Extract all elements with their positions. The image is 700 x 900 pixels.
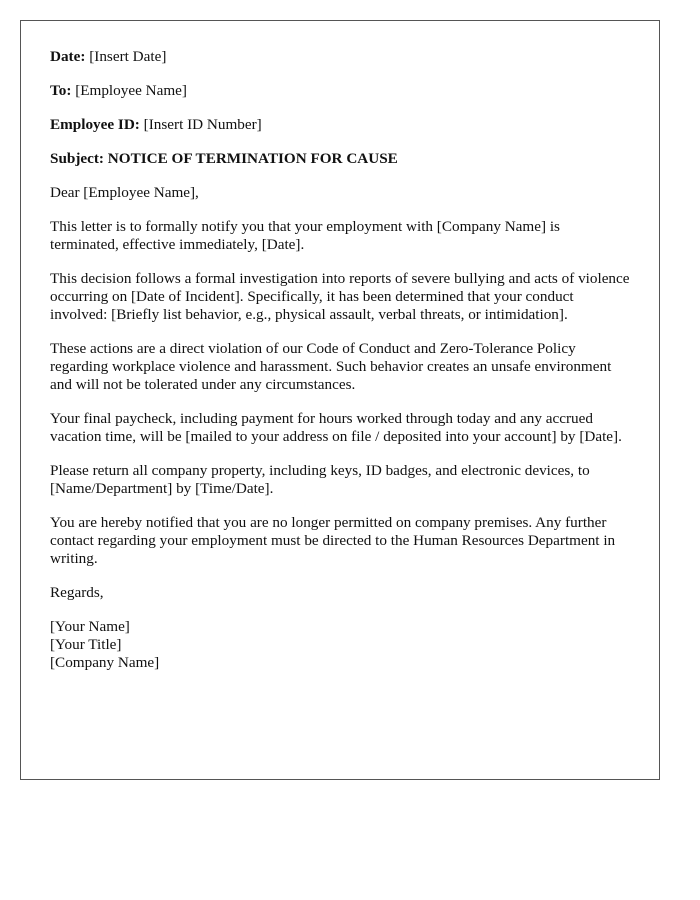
paragraph-final-paycheck: Your final paycheck, including payment for hours worked through today and any accrued vacation time, will be [mailed to your address on file / deposited into your account] by [Date]. bbox=[50, 410, 622, 445]
paragraph-premises: You are hereby notified that you are no longer permitted on company premises. Any further contact regarding your employment must be directed to the Human Resources Department in writing. bbox=[50, 514, 616, 567]
to-label: To: bbox=[50, 82, 72, 99]
to-value: [Employee Name] bbox=[75, 82, 187, 99]
to-field bbox=[50, 82, 630, 100]
subject-field bbox=[50, 150, 630, 168]
employee-id-label: Employee ID: bbox=[50, 116, 140, 133]
letter-content bbox=[50, 48, 630, 672]
signature-company: [Company Name] bbox=[50, 654, 160, 671]
paragraph-policy-violation: These actions are a direct violation of our Code of Conduct and Zero-Tolerance Policy regarding workplace violence and harassment. Such behavior creates an unsafe environment and will not be tolerated under any circumstances. bbox=[50, 340, 612, 393]
paragraph-termination-notice: This letter is to formally notify you that your employment with [Company Name] is terminated, effective immediately, [Date]. bbox=[50, 218, 560, 253]
closing: Regards, bbox=[50, 584, 104, 601]
employee-id-field bbox=[50, 116, 630, 134]
subject-value: NOTICE OF TERMINATION FOR CAUSE bbox=[107, 150, 398, 167]
signature-block bbox=[50, 618, 630, 672]
paragraph-company-property: Please return all company property, including keys, ID badges, and electronic devices, to [Name/Department] by [Time/Date]. bbox=[50, 462, 590, 497]
signature-name: [Your Name] bbox=[50, 618, 130, 635]
date-field bbox=[50, 48, 630, 66]
paragraph-investigation: This decision follows a formal investigation into reports of severe bullying and acts of violence occurring on [Date of Incident]. Specifically, it has been determined that your conduct involved: [Briefly list behavior, e.g., physical assault, verbal threats, or intimidation]. bbox=[50, 270, 630, 323]
salutation: Dear [Employee Name], bbox=[50, 184, 199, 201]
date-label: Date: bbox=[50, 48, 86, 65]
employee-id-value: [Insert ID Number] bbox=[143, 116, 262, 133]
subject-label: Subject: bbox=[50, 150, 104, 167]
date-value: [Insert Date] bbox=[89, 48, 167, 65]
signature-title: [Your Title] bbox=[50, 636, 122, 653]
letter-page bbox=[20, 20, 660, 780]
